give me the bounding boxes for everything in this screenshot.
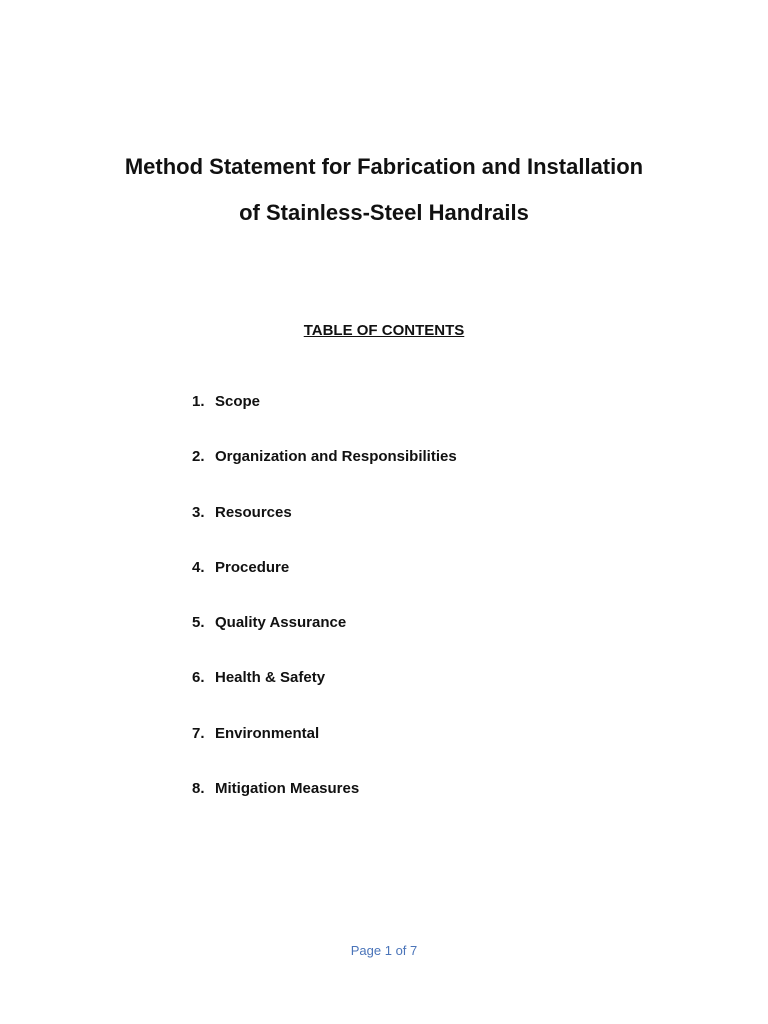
toc-item-label: Procedure [215, 558, 290, 576]
toc-item-number: 2. [192, 448, 205, 466]
toc-list [192, 393, 457, 835]
toc-item-number: 5. [192, 614, 205, 632]
toc-item-number: 8. [192, 780, 205, 798]
toc-item-label: Environmental [215, 724, 320, 742]
toc-item-label: Quality Assurance [215, 614, 347, 632]
toc-item-label: Resources [215, 503, 292, 521]
toc-item-number: 4. [192, 558, 205, 576]
toc-item-number: 3. [192, 503, 205, 521]
toc-item-health-safety [192, 669, 457, 724]
toc-item-mitigation-measures [192, 780, 457, 835]
document-title-line-1: Method Statement for Fabrication and Installation [124, 154, 644, 179]
toc-item-resources [192, 504, 457, 559]
toc-item-environmental [192, 725, 457, 780]
toc-item-procedure [192, 559, 457, 614]
document-title-line-2: of Stainless-Steel Handrails [239, 200, 529, 225]
toc-item-label: Organization and Responsibilities [215, 448, 457, 466]
toc-heading: TABLE OF CONTENTS [303, 322, 465, 339]
toc-item-scope [192, 393, 457, 448]
page-number-footer: Page 1 of 7 [350, 943, 418, 958]
toc-item-quality-assurance [192, 614, 457, 669]
toc-item-label: Health & Safety [215, 669, 326, 687]
toc-item-number: 6. [192, 669, 205, 687]
toc-item-label: Scope [215, 393, 261, 410]
toc-item-number: 7. [192, 724, 205, 742]
toc-item-label: Mitigation Measures [215, 780, 360, 798]
toc-item-number: 1. [192, 393, 205, 410]
toc-item-organization [192, 448, 457, 503]
